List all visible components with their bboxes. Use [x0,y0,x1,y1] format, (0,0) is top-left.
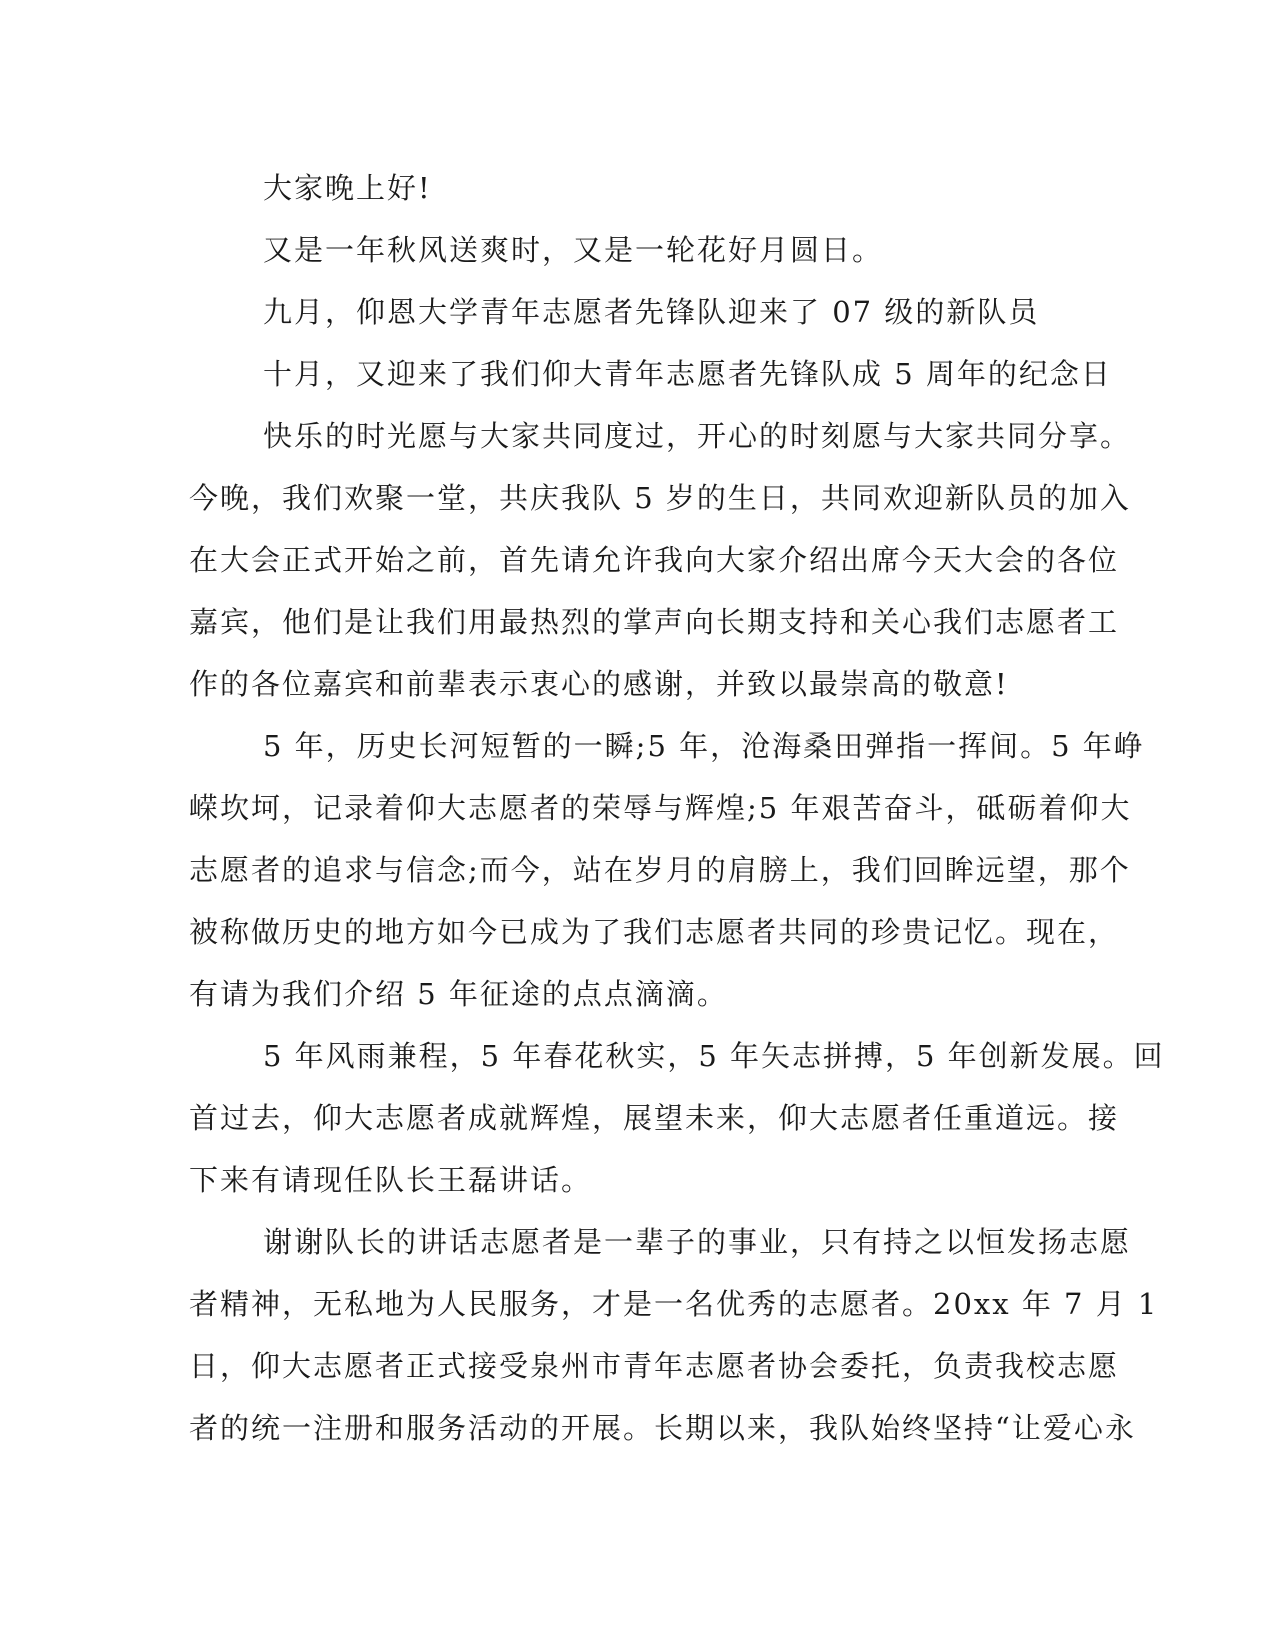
text-line: 今晚，我们欢聚一堂，共庆我队 5 岁的生日，共同欢迎新队员的加入 [189,481,1131,515]
text-line: 作的各位嘉宾和前辈表示衷心的感谢，并致以最崇高的敬意! [189,667,1009,701]
greeting-line: 大家晚上好! [263,171,432,205]
text-line: 嵘坎坷，记录着仰大志愿者的荣辱与辉煌;5 年艰苦奋斗，砥砺着仰大 [189,791,1132,825]
document-body [189,157,1165,1459]
text-line: 在大会正式开始之前，首先请允许我向大家介绍出席今天大会的各位 [189,543,1120,577]
text-line: 被称做历史的地方如今已成为了我们志愿者共同的珍贵记忆。现在， [189,915,1120,949]
text-line: 又是一年秋风送爽时，又是一轮花好月圆日。 [263,233,884,267]
text-line: 嘉宾，他们是让我们用最热烈的掌声向长期支持和关心我们志愿者工 [189,605,1120,639]
text-line: 5 年风雨兼程，5 年春花秋实，5 年矢志拼搏，5 年创新发展。回 [263,1039,1165,1073]
text-line: 九月，仰恩大学青年志愿者先锋队迎来了 07 级的新队员 [263,295,1040,329]
text-line: 谢谢队长的讲话志愿者是一辈子的事业，只有持之以恒发扬志愿 [263,1225,1132,1259]
text-line: 下来有请现任队长王磊讲话。 [189,1163,593,1197]
text-line: 快乐的时光愿与大家共同度过，开心的时刻愿与大家共同分享。 [263,419,1132,453]
text-line: 者精神，无私地为人民服务，才是一名优秀的志愿者。20xx 年 7 月 1 [189,1287,1159,1321]
text-line: 者的统一注册和服务活动的开展。长期以来，我队始终坚持“让爱心永 [189,1411,1136,1445]
text-line: 志愿者的追求与信念;而今，站在岁月的肩膀上，我们回眸远望，那个 [189,853,1131,887]
text-line: 有请为我们介绍 5 年征途的点点滴滴。 [189,977,728,1011]
text-line: 十月，又迎来了我们仰大青年志愿者先锋队成 5 周年的纪念日 [263,357,1112,391]
text-line: 首过去，仰大志愿者成就辉煌，展望未来，仰大志愿者任重道远。接 [189,1101,1120,1135]
text-line: 5 年，历史长河短暂的一瞬;5 年，沧海桑田弹指一挥间。5 年峥 [263,729,1145,763]
text-line: 日，仰大志愿者正式接受泉州市青年志愿者协会委托，负责我校志愿 [189,1349,1120,1383]
